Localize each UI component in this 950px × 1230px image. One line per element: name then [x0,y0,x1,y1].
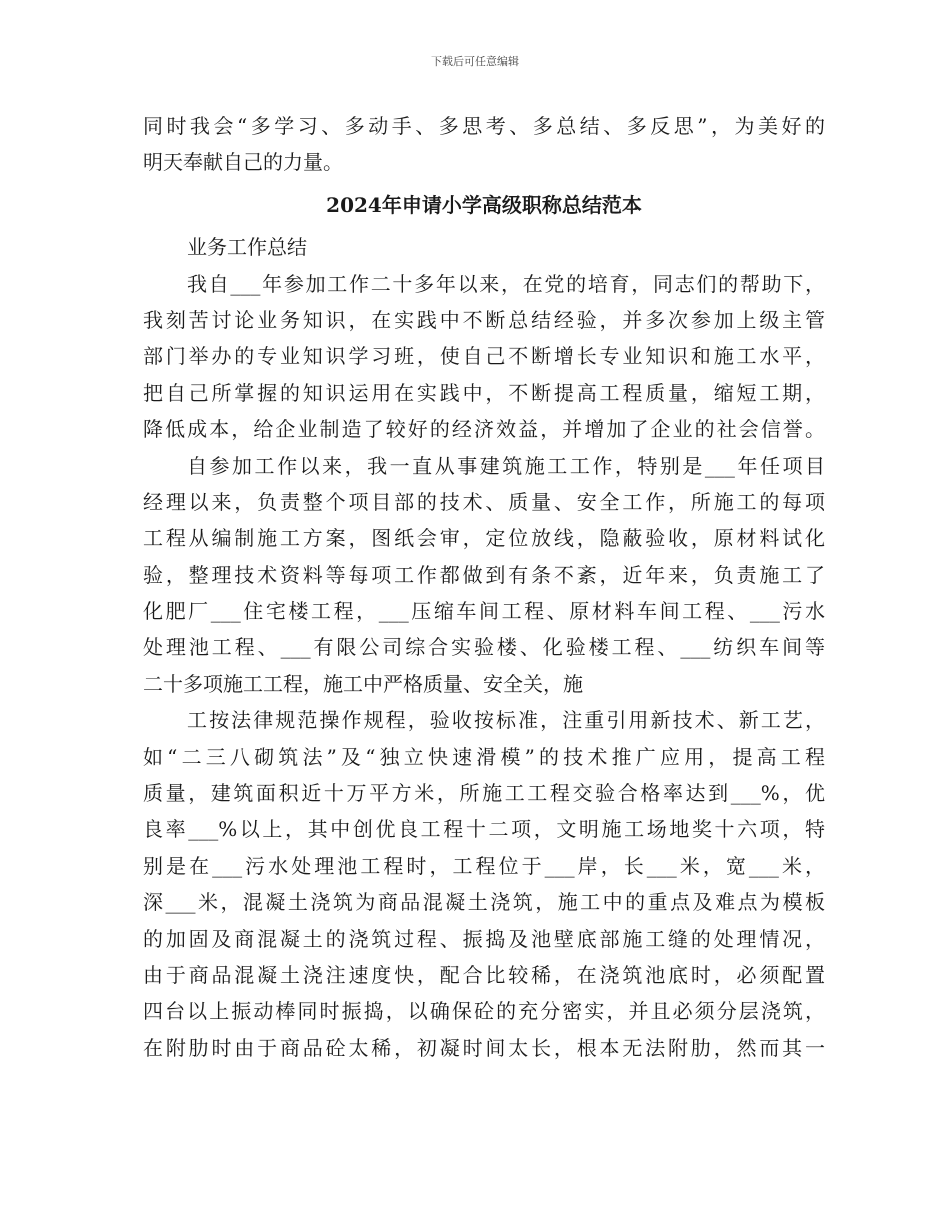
text-line: 工程从编制施工方案，图纸会审，定位放线，隐蔽验收，原材料试化 [143,526,825,551]
paragraph-1 [143,266,825,448]
text-line: 明天奉献自己的力量。 [143,150,343,175]
text-line: 我自___年参加工作二十多年以来，在党的培育，同志们的帮助下， [187,271,825,296]
text-line: 工按法律规范操作规程，验收按标准，注重引用新技术、新工艺， [187,708,825,733]
text-line: 验，整理技术资料等每项工作都做到有条不紊，近年来，负责施工了 [143,562,825,587]
text-line: 部门举办的专业知识学习班，使自己不断增长专业知识和施工水平， [143,344,825,369]
page-header: 下载后可任意编辑 [431,55,519,68]
text-line: 别是在___污水处理池工程时，工程位于___岸，长___米，宽___米， [143,853,825,878]
text-line: 如“二三八砌筑法”及“独立快速滑模”的技术推广应用，提高工程 [143,744,825,769]
document-title: 2024年申请小学高级职称总结范本 [326,192,642,217]
text-line: 在附肋时由于商品砼太稀，初凝时间太长，根本无法附肋，然而其一 [143,1035,825,1060]
text-line: 经理以来，负责整个项目部的技术、质量、安全工作，所施工的每项 [143,489,825,514]
text-line: 由于商品混凝土浇注速度快，配合比较稀，在浇筑池底时，必须配置 [143,962,825,987]
text-line: 自参加工作以来，我一直从事建筑施工工作，特别是___年任项目 [187,453,825,478]
paragraph-3 [143,702,825,1066]
text-line: 化肥厂___住宅楼工程，___压缩车间工程、原材料车间工程、___污水 [143,599,825,624]
text-line: 同时我会“多学习、多动手、多思考、多总结、多反思”，为美好的 [143,114,825,138]
intro-paragraph [143,108,825,181]
text-line: 处理池工程、___有限公司综合实验楼、化验楼工程、___纺织车间等 [143,635,825,660]
text-line: 深___米，混凝土浇筑为商品混凝土浇筑，施工中的重点及难点为模板 [143,890,825,915]
text-line: 良率___%以上，其中创优良工程十二项，文明施工场地奖十六项，特 [143,817,825,842]
text-line: 的加固及商混凝土的浇筑过程、振捣及池壁底部施工缝的处理情况， [143,926,825,951]
paragraph-2 [143,448,825,703]
text-line: 四台以上振动棒同时振捣，以确保砼的充分密实，并且必须分层浇筑， [143,999,825,1024]
document-body [143,108,825,1066]
text-line: 二十多项施工工程，施工中严格质量、安全关，施 [143,671,583,696]
text-line: 质量，建筑面积近十万平方米，所施工工程交验合格率达到___%，优 [143,781,825,806]
section-heading: 业务工作总结 [187,235,307,260]
text-line: 降低成本，给企业制造了较好的经济效益，并增加了企业的社会信誉。 [143,417,825,442]
text-line: 把自己所掌握的知识运用在实践中，不断提高工程质量，缩短工期， [143,380,825,405]
text-line: 我刻苦讨论业务知识，在实践中不断总结经验，并多次参加上级主管 [143,307,825,332]
